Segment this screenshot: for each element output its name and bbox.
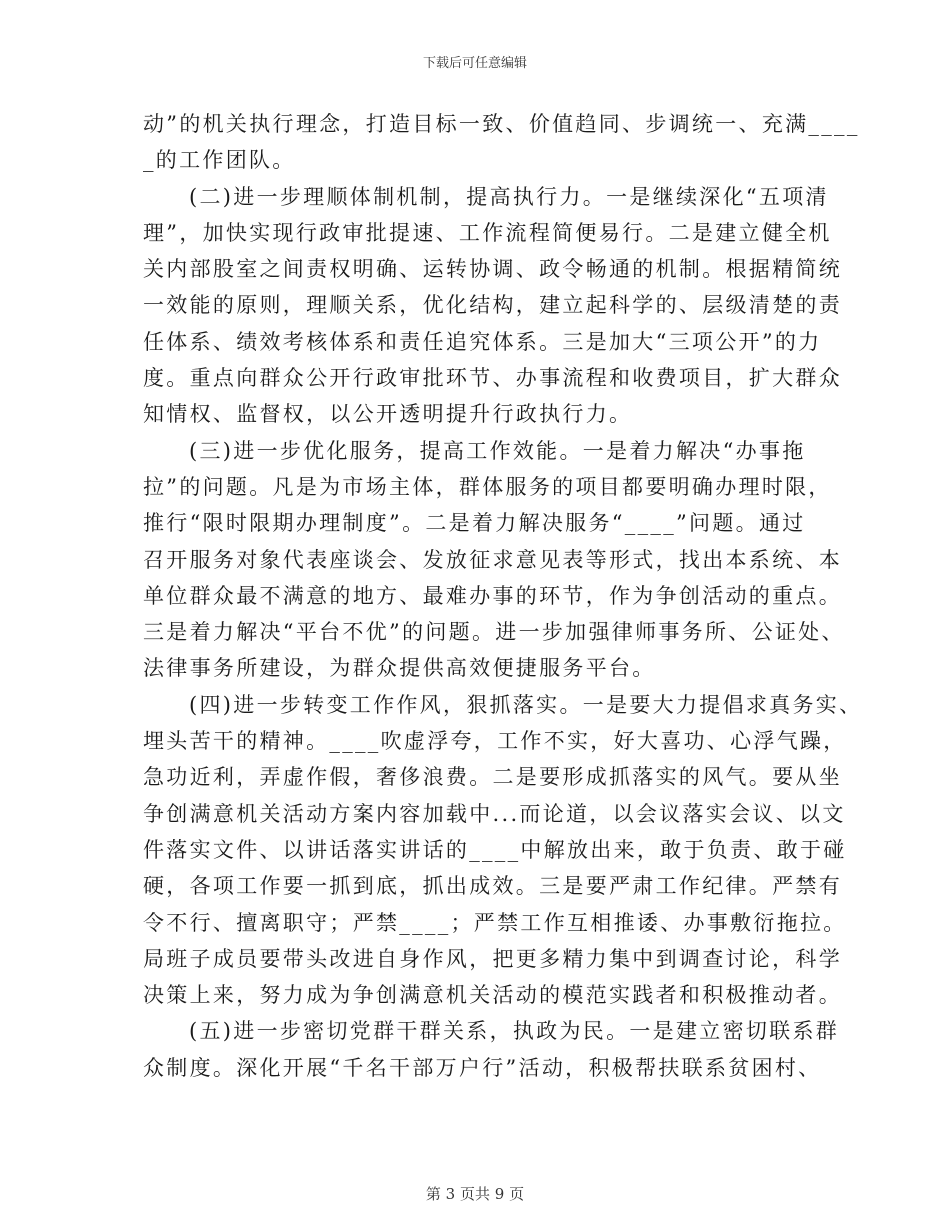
text-line: 推行“限时限期办理制度”。二是着力解决服务“____”问题。通过 bbox=[143, 511, 806, 536]
text-line: 召开服务对象代表座谈会、发放征求意见表等形式，找出本系统、本 bbox=[143, 547, 842, 572]
text-line: 众制度。深化开展“千名干部万户行”活动，积极帮扶联系贫困村、 bbox=[143, 1055, 822, 1080]
page-header: 下载后可任意编辑 bbox=[422, 56, 527, 71]
paragraph bbox=[143, 106, 860, 179]
text-line: 单位群众最不满意的地方、最难办事的环节，作为争创活动的重点。 bbox=[143, 583, 842, 608]
text-line: 任体系、绩效考核体系和责任追究体系。三是加大“三项公开”的力 bbox=[143, 329, 822, 354]
text-line: 三是着力解决“平台不优”的问题。进一步加强律师事务所、公证处、 bbox=[143, 620, 845, 645]
text-line: 关内部股室之间责权明确、运转协调、政令畅通的机制。根据精简统 bbox=[143, 257, 842, 282]
paragraph bbox=[143, 433, 845, 687]
text-line: 局班子成员要带头改进自身作风，把更多精力集中到调查讨论，科学 bbox=[143, 946, 842, 971]
text-line: 知情权、监督权，以公开透明提升行政执行力。 bbox=[143, 402, 633, 427]
text-line: (四)进一步转变工作作风，狠抓落实。一是要大力提倡求真务实、 bbox=[189, 692, 863, 717]
page-footer: 第 3 页共 9 页 bbox=[425, 1185, 525, 1203]
text-line: 件落实文件、以讲话落实讲话的____中解放出来，敢于负责、敢于碰 bbox=[143, 837, 847, 862]
text-line: 令不行、擅离职守；严禁____；严禁工作互相推诿、办事敷衍拖拉。 bbox=[143, 910, 847, 935]
text-line: 动”的机关执行理念，打造目标一致、价值趋同、步调统一、充满____ bbox=[143, 112, 860, 136]
text-line: 争创满意机关活动方案内容加载中...而论道，以会议落实会议、以文 bbox=[143, 801, 846, 826]
text-line: _的工作团队。 bbox=[143, 148, 296, 173]
paragraph bbox=[143, 179, 842, 433]
text-line: 一效能的原则，理顺关系，优化结构，建立起科学的、层级清楚的责 bbox=[143, 293, 842, 318]
text-line: (二)进一步理顺体制机制，提高执行力。一是继续深化“五项清 bbox=[189, 184, 829, 209]
text-line: 理”，加快实现行政审批提速、工作流程简便易行。二是建立健全机 bbox=[143, 220, 832, 245]
text-line: 埋头苦干的精神。____吹虚浮夸，工作不实，好大喜功、心浮气躁， bbox=[143, 729, 847, 754]
text-line: 决策上来，努力成为争创满意机关活动的模范实践者和积极推动者。 bbox=[143, 983, 842, 1008]
paragraph bbox=[143, 1013, 840, 1086]
text-line: 拉”的问题。凡是为市场主体，群体服务的项目都要明确办理时限， bbox=[143, 474, 832, 499]
text-line: 硬，各项工作要一抓到底，抓出成效。三是要严肃工作纪律。严禁有 bbox=[143, 874, 842, 899]
text-line: 法律事务所建设，为群众提供高效便捷服务平台。 bbox=[143, 656, 656, 681]
text-line: (三)进一步优化服务，提高工作效能。一是着力解决“办事拖 bbox=[189, 438, 806, 463]
text-line: (五)进一步密切党群干群关系，执政为民。一是建立密切联系群 bbox=[189, 1019, 840, 1044]
paragraph bbox=[143, 687, 863, 1014]
text-line: 急功近利，弄虚作假，奢侈浪费。二是要形成抓落实的风气。要从坐 bbox=[143, 765, 842, 790]
document-body bbox=[143, 106, 863, 1086]
text-line: 度。重点向群众公开行政审批环节、办事流程和收费项目，扩大群众 bbox=[143, 366, 842, 391]
